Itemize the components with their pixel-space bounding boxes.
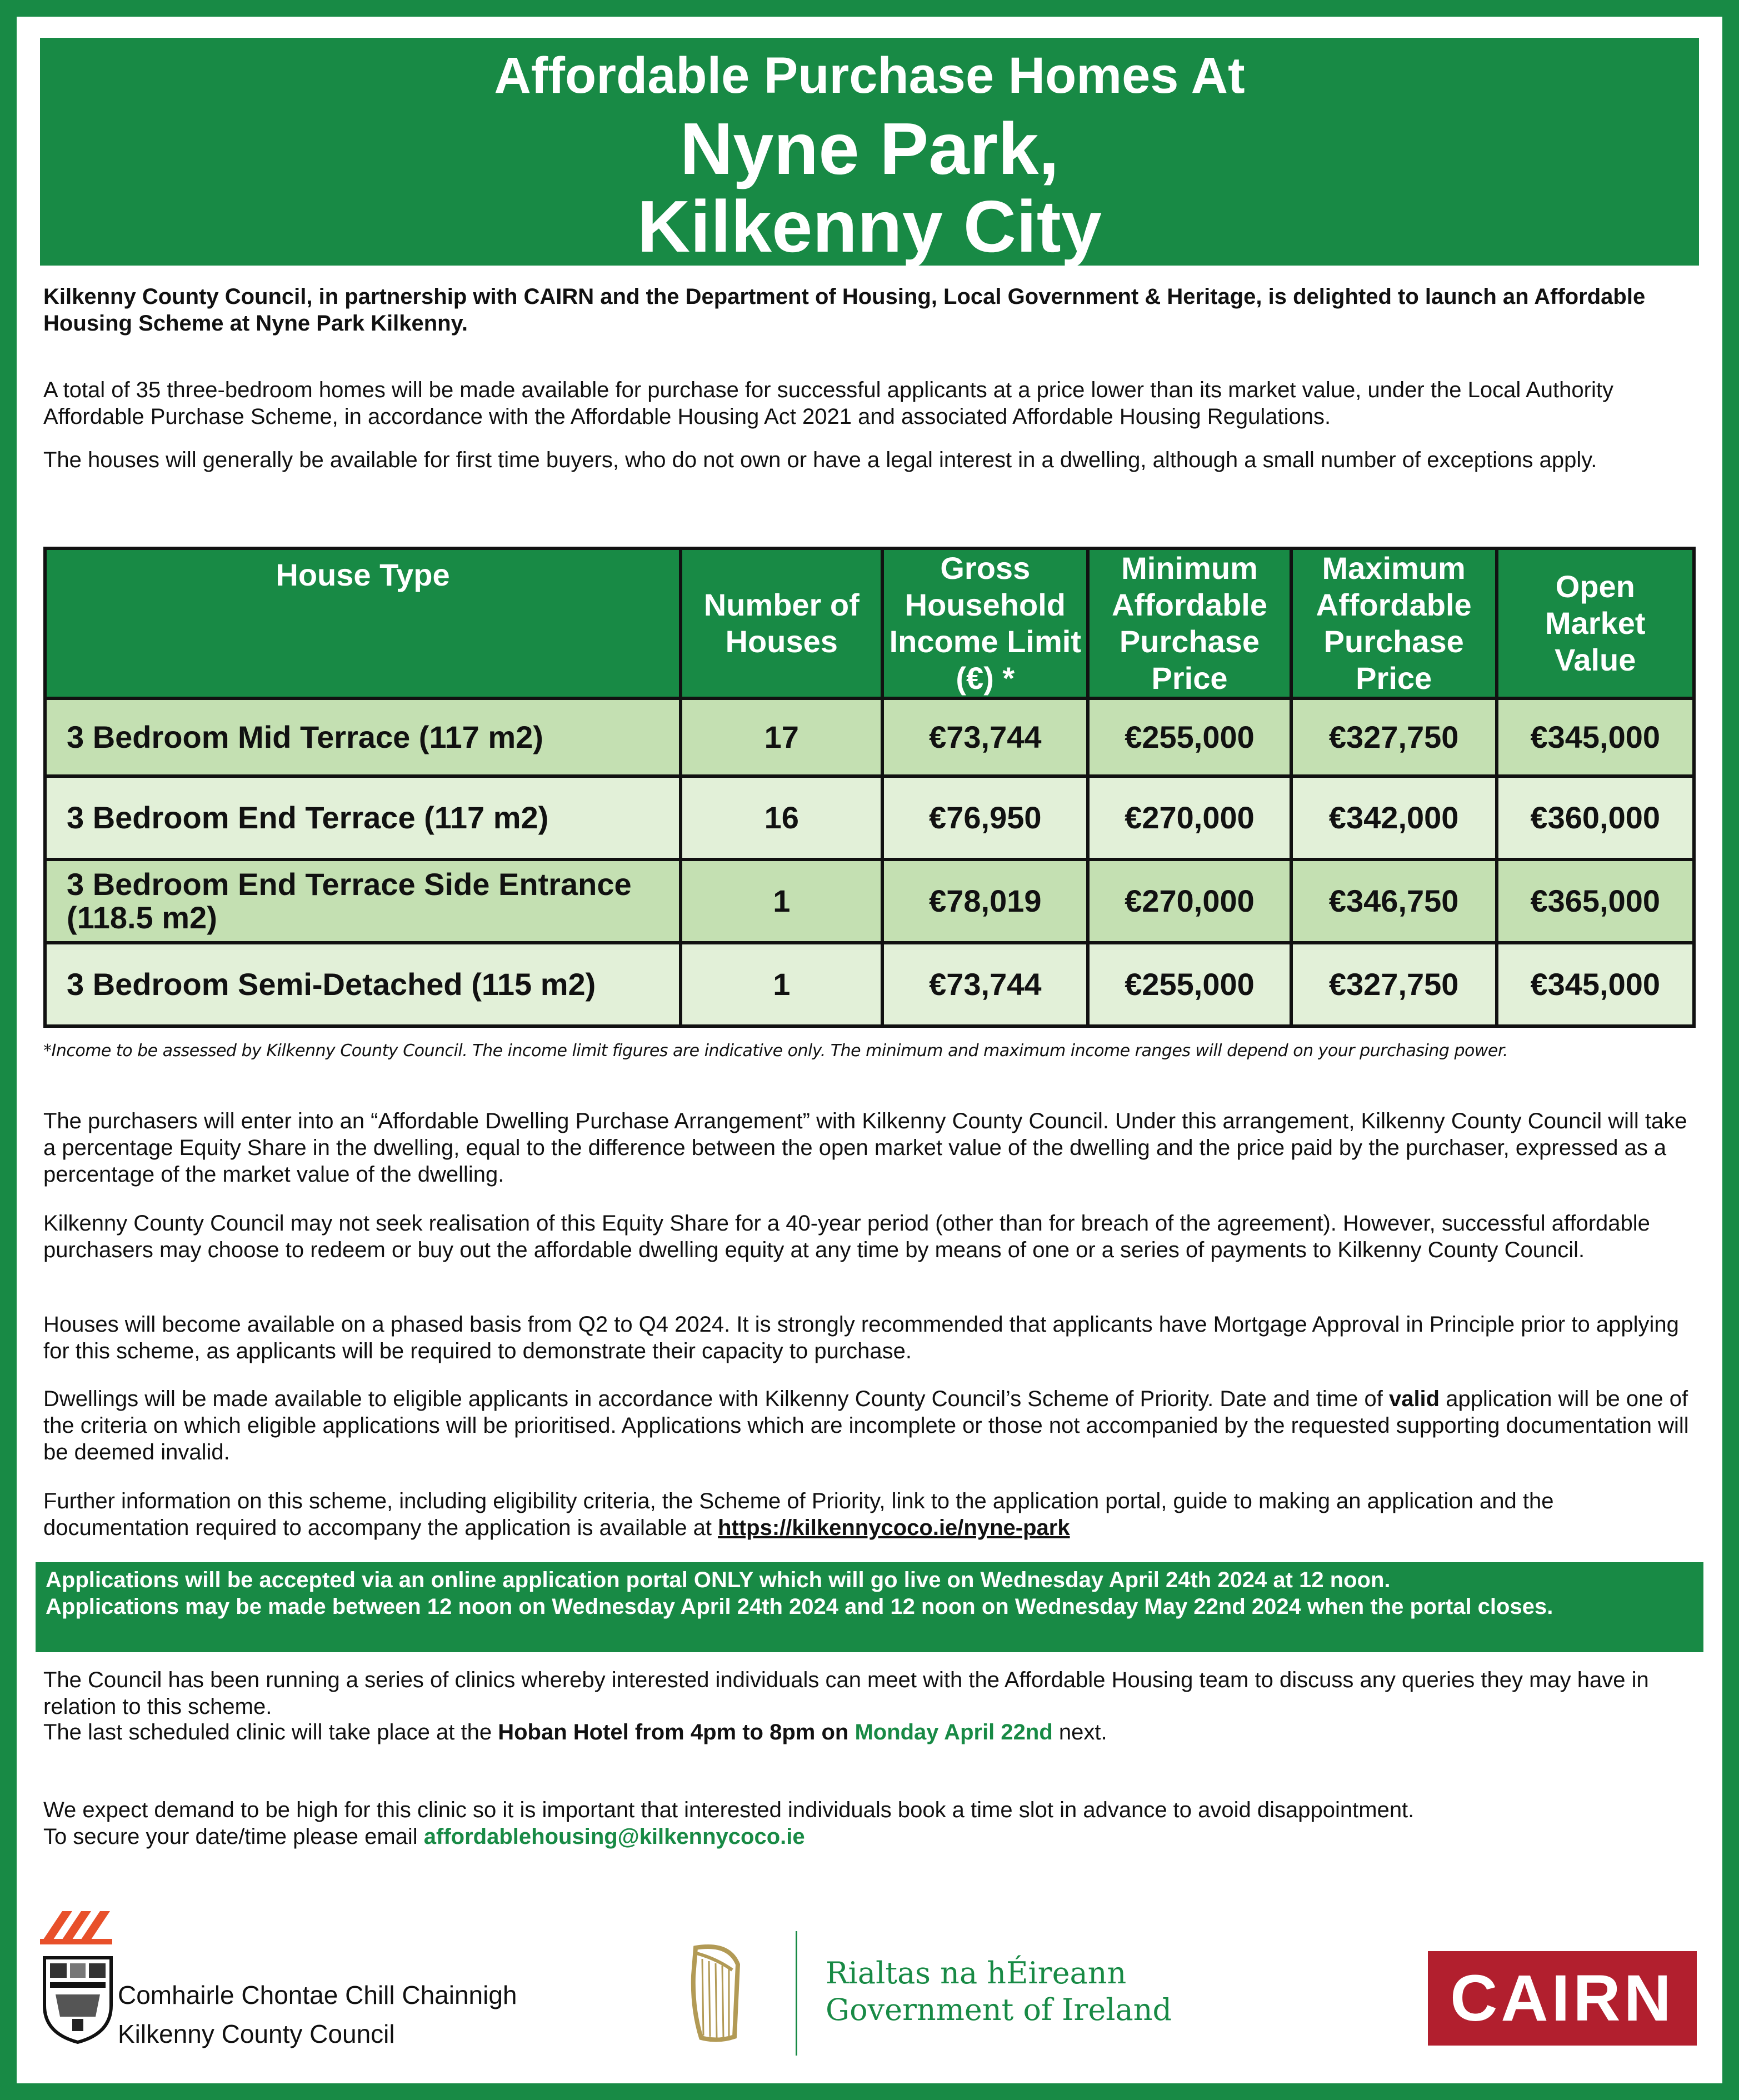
banner-line-1: Applications will be accepted via an online application portal ONLY which will go live on Wednesday April 24th 2024 at 12 noon. (46, 1568, 1391, 1592)
intro-paragraph-2: The houses will generally be available for first time buyers, who do not own or have a legal interest in a dwelling, although a small number of exceptions apply. (43, 448, 1597, 472)
harp-icon (684, 1942, 746, 2046)
banner-line-2: Applications may be made between 12 noon on Wednesday April 24th 2024 and 12 noon on Wednesday May 22nd 2024 when the portal closes. (46, 1594, 1553, 1619)
header-max-price: Maximum Affordable Purchase Price (1291, 548, 1497, 698)
cell-omv: €360,000 (1497, 776, 1695, 859)
body-paragraph-1: The purchasers will enter into an “Affordable Dwelling Purchase Arrangement” with Kilkenny County Council. Under this arrangement, Kilkenny County Council will take a percentage Equity Share in the dwelling, equal to the difference between the open market value of the dwelling and the price paid by the purchaser, expressed as a percentage of the market value of the dwelling. (43, 1109, 1687, 1187)
kilkenny-crest-icon (42, 1956, 113, 2044)
cell-max-price: €346,750 (1291, 859, 1497, 943)
header-number-of-houses: Number of Houses (681, 548, 882, 698)
cell-max-price: €327,750 (1291, 943, 1497, 1026)
cell-min-price: €255,000 (1088, 943, 1291, 1026)
title-banner (40, 38, 1699, 266)
cell-omv: €345,000 (1497, 698, 1695, 776)
clinic-venue: Hoban Hotel from 4pm to 8pm on (498, 1720, 855, 1744)
scheme-link[interactable]: https://kilkennycoco.ie/nyne-park (718, 1516, 1070, 1540)
cell-max-price: €327,750 (1291, 698, 1497, 776)
table-row (45, 776, 1694, 859)
title-line-3: Kilkenny City (637, 186, 1102, 267)
kilkenny-council-mark-icon (40, 1911, 112, 1944)
house-price-table (43, 547, 1696, 1028)
cell-income: €78,019 (882, 859, 1088, 943)
footer-logos (0, 1911, 1739, 2078)
clinic-paragraph-4-a: To secure your date/time please email (43, 1824, 424, 1849)
contact-email[interactable]: affordablehousing@kilkennycoco.ie (423, 1824, 805, 1849)
cell-number: 16 (681, 776, 882, 859)
cell-omv: €345,000 (1497, 943, 1695, 1026)
body-paragraph-5-text: Further information on this scheme, including eligibility criteria, the Scheme of Priority, link to the application portal, guide to making an application and the documentation required to accompany the application is available at (43, 1489, 1554, 1540)
cell-max-price: €342,000 (1291, 776, 1497, 859)
title-line-2: Nyne Park, (679, 108, 1060, 189)
gov-irish-name: Rialtas na hÉireann (826, 1956, 1127, 1991)
table-footnote: *Income to be assessed by Kilkenny County Council. The income limit figures are indicative only. The minimum and maximum income ranges will depend on your purchasing power. (43, 1041, 1508, 1061)
cairn-logo: CAIRN (1428, 1951, 1697, 2046)
valid-emphasis: valid (1388, 1387, 1440, 1411)
intro-paragraph-1: A total of 35 three-bedroom homes will be made available for purchase for successful applicants at a price lower than its market value, under the Local Authority Affordable Purchase Scheme, in accordance with the Affordable Housing Act 2021 and associated Affordable Housing Regulations. (43, 378, 1613, 429)
cell-house-type: 3 Bedroom End Terrace (117 m2) (45, 776, 681, 859)
table-row (45, 859, 1694, 943)
cell-house-type: 3 Bedroom Semi-Detached (115 m2) (45, 943, 681, 1026)
cell-house-type: 3 Bedroom End Terrace Side Entrance (118.5 m2) (45, 859, 681, 943)
gov-english-name: Government of Ireland (826, 1992, 1172, 2027)
cell-number: 17 (681, 698, 882, 776)
cell-min-price: €255,000 (1088, 698, 1291, 776)
intro-lead: Kilkenny County Council, in partnership with CAIRN and the Department of Housing, Local Government & Heritage, is delighted to launch an Affordable Housing Scheme at Nyne Park Kilkenny. (43, 284, 1646, 336)
header-open-market-value: Open Market Value (1497, 548, 1695, 698)
application-banner (36, 1562, 1703, 1652)
header-house-type: House Type (45, 548, 681, 698)
cell-number: 1 (681, 859, 882, 943)
body-paragraph-5 (43, 1488, 1705, 1541)
cell-omv: €365,000 (1497, 859, 1695, 943)
clinic-date: Monday April 22nd (854, 1720, 1053, 1744)
header-min-price: Minimum Affordable Purchase Price (1088, 548, 1291, 698)
cell-house-type: 3 Bedroom Mid Terrace (117 m2) (45, 698, 681, 776)
table-row (45, 698, 1694, 776)
body-paragraph-3: Houses will become available on a phased basis from Q2 to Q4 2024. It is strongly recommended that applicants have Mortgage Approval in Principle prior to applying for this scheme, as applicants will be required to demonstrate their capacity to purchase. (43, 1312, 1679, 1363)
kcc-irish-name: Comhairle Chontae Chill Chainnigh (118, 1981, 517, 2009)
body-paragraph-2: Kilkenny County Council may not seek realisation of this Equity Share for a 40-year period (other than for breach of the agreement). However, successful affordable purchasers may choose to redeem or buy out the affordable dwelling equity at any time by means of one or a series of payments to Kilkenny County Council. (43, 1211, 1650, 1262)
cell-income: €73,744 (882, 943, 1088, 1026)
header-income-limit: Gross Household Income Limit (€) * (882, 548, 1088, 698)
cell-min-price: €270,000 (1088, 859, 1291, 943)
gov-divider (796, 1931, 797, 2056)
clinic-paragraph-2-a: The last scheduled clinic will take place at the (43, 1720, 498, 1744)
body-paragraph-4-b: application will be one of the criteria on which eligible applications will be prioritised. Applications which are incomplete or those not accompanied by the requested supporting documentation will be deemed invalid. (43, 1387, 1689, 1464)
clinic-paragraph-4 (43, 1823, 1705, 1850)
clinic-paragraph-3: We expect demand to be high for this clinic so it is important that interested individuals book a time slot in advance to avoid disappointment. (43, 1798, 1415, 1822)
clinic-paragraph-2-b: next. (1052, 1720, 1107, 1744)
title-line-1: Affordable Purchase Homes At (494, 47, 1245, 104)
cell-income: €73,744 (882, 698, 1088, 776)
cell-income: €76,950 (882, 776, 1088, 859)
clinic-paragraph-2 (43, 1719, 1705, 1746)
cell-min-price: €270,000 (1088, 776, 1291, 859)
clinic-paragraph-1: The Council has been running a series of clinics whereby interested individuals can meet with the Affordable Housing team to discuss any queries they may have in relation to this scheme. (43, 1668, 1649, 1719)
kcc-english-name: Kilkenny County Council (118, 2019, 395, 2048)
body-paragraph-4 (43, 1386, 1705, 1466)
table-row (45, 943, 1694, 1026)
table-header-row (45, 548, 1694, 698)
cell-number: 1 (681, 943, 882, 1026)
body-paragraph-4-a: Dwellings will be made available to eligible applicants in accordance with Kilkenny County Council’s Scheme of Priority. Date and time of (43, 1387, 1389, 1411)
